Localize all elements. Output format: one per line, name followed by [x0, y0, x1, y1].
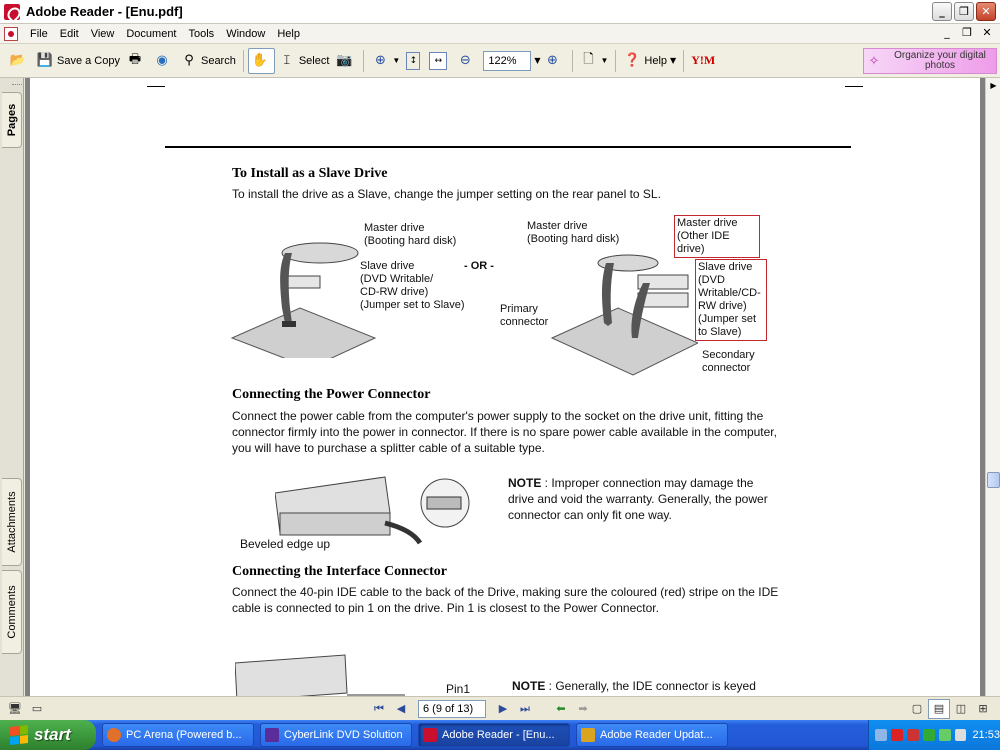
- fig2-slave-4: RW drive): [698, 300, 747, 312]
- help-circle-icon: ❓: [624, 53, 641, 68]
- fig2-slave-1: Slave drive: [698, 261, 753, 273]
- toolbar-separator: [363, 50, 364, 72]
- fit-page-button[interactable]: [403, 48, 426, 74]
- vertical-scrollbar[interactable]: [985, 78, 1000, 696]
- updater-icon: [581, 728, 595, 742]
- fig2-master-other-1: Master drive: [677, 217, 738, 229]
- select-tool-button[interactable]: [275, 48, 333, 74]
- yahoo-messenger-label: Y!M: [691, 53, 716, 67]
- navigation-pane-tabs: [0, 78, 24, 696]
- fig1-master-sub: (Booting hard disk): [364, 235, 457, 247]
- task-adobe-updater[interactable]: [576, 723, 728, 747]
- start-button[interactable]: [0, 720, 96, 750]
- fig1-slave-1: Slave drive: [360, 260, 415, 272]
- fig2-slave-label: [695, 259, 767, 341]
- fig1-slave-2: (DVD Writable/: [360, 273, 434, 285]
- monitor-icon[interactable]: 🖥: [8, 702, 22, 715]
- panel-grip: [12, 84, 22, 87]
- or-separator: - OR -: [464, 260, 494, 272]
- tab-attachments[interactable]: [2, 478, 22, 566]
- window-controls: [932, 2, 996, 21]
- heading-slave-drive: To Install as a Slave Drive: [232, 166, 388, 181]
- windows-logo-icon: [10, 725, 28, 745]
- open-button[interactable]: [6, 48, 33, 74]
- binoculars-icon: ⚲: [184, 53, 194, 68]
- page-header-rule: [165, 146, 851, 148]
- hand-tool-button[interactable]: [248, 48, 275, 74]
- first-page-icon[interactable]: ⏮: [374, 701, 384, 715]
- fig2-secondary-2: connector: [702, 362, 751, 374]
- pdf-document-icon[interactable]: [4, 27, 18, 41]
- task-cyberlink[interactable]: [260, 723, 412, 747]
- continuous-facing-icon[interactable]: ⊞: [978, 702, 988, 715]
- pdf-page: [30, 78, 980, 696]
- cyberlink-icon: [265, 728, 279, 742]
- system-tray: [868, 720, 1000, 750]
- fig2-primary-label: [500, 303, 548, 329]
- fig2-slave-3: Writable/CD-: [698, 287, 761, 299]
- plus-circle-icon: ⊕: [547, 53, 558, 68]
- scroll-thumb[interactable]: [987, 472, 1000, 488]
- floppy-disk-icon: 💾: [36, 53, 54, 68]
- fig2-secondary-1: Secondary: [702, 349, 755, 361]
- doc-restore-button[interactable]: ❐: [962, 26, 972, 39]
- previous-view-icon[interactable]: ⬅: [556, 702, 566, 715]
- toolbar-separator: [572, 50, 573, 72]
- fig1-slave-label: [360, 260, 465, 312]
- chevron-down-icon[interactable]: ▼: [600, 56, 609, 65]
- title-bar: [0, 0, 1000, 24]
- select-label: Select: [298, 54, 330, 67]
- hand-icon: ✋: [251, 53, 268, 68]
- previous-page-icon[interactable]: ◀: [396, 702, 406, 715]
- minimize-button[interactable]: _: [932, 2, 952, 21]
- print-button[interactable]: [123, 48, 150, 74]
- menu-document[interactable]: Document: [126, 27, 177, 40]
- menu-window[interactable]: Window: [226, 27, 266, 40]
- task-adobe-updater-label: Adobe Reader Updat...: [600, 729, 713, 741]
- figure-single-cable-install: [230, 228, 380, 358]
- tab-pages-label: Pages: [5, 103, 18, 137]
- zoom-in-tool-button[interactable]: [368, 48, 403, 74]
- shield-icon[interactable]: [923, 729, 935, 741]
- text-cursor-icon: 𝙸: [282, 53, 292, 68]
- fig2-master-label: [527, 220, 619, 246]
- note-power-text: : Improper connection may damage the drive and void the warranty. Generally, the power connector can only fit one way.: [508, 476, 768, 522]
- task-pc-arena-label: PC Arena (Powered b...: [126, 729, 242, 741]
- fig2-primary-1: Primary: [500, 303, 538, 315]
- clock: 21:53: [972, 729, 1000, 741]
- figure-interface-connector: [235, 653, 435, 696]
- note-power: [508, 475, 778, 523]
- continuous-page-icon[interactable]: ▤: [928, 699, 950, 719]
- menu-view[interactable]: View: [90, 27, 115, 40]
- tab-pages[interactable]: [2, 92, 22, 148]
- fig2-primary-2: connector: [500, 316, 549, 328]
- figure-dual-cable-install: [548, 253, 698, 378]
- pin1-label: Pin1: [446, 682, 471, 696]
- zoom-level-field[interactable]: 122%: [483, 51, 531, 71]
- crop-mark: [147, 86, 165, 87]
- rotate-view-button[interactable]: [577, 48, 612, 74]
- fit-width-button[interactable]: [426, 48, 453, 74]
- search-label: Search: [200, 54, 236, 67]
- yahoo-messenger-button[interactable]: [688, 48, 718, 74]
- page-size-icon[interactable]: ▭: [31, 702, 43, 715]
- adobe-reader-icon: [4, 4, 20, 20]
- crop-mark: [845, 86, 863, 87]
- facing-page-icon[interactable]: ◫: [955, 702, 967, 715]
- heading-interface-connector: Connecting the Interface Connector: [232, 564, 448, 579]
- help-label: Help: [644, 54, 668, 67]
- doc-close-button[interactable]: ✕: [982, 26, 992, 39]
- save-copy-button[interactable]: [33, 48, 123, 74]
- fig2-slave-2: (DVD: [698, 274, 725, 286]
- fig2-secondary-label: [702, 349, 755, 375]
- firefox-icon: [107, 728, 121, 742]
- window-title: Adobe Reader - [Enu.pdf]: [26, 4, 183, 19]
- paragraph-slave: To install the drive as a Slave, change the jumper setting on the rear panel to SL.: [232, 187, 661, 201]
- save-copy-label: Save a Copy: [57, 54, 120, 67]
- fig1-master-label: [364, 222, 456, 248]
- beveled-edge-label: Beveled edge up: [240, 537, 331, 551]
- fig1-slave-3: CD-RW drive): [360, 286, 429, 298]
- note-interface-text: : Generally, the IDE connector is keyed: [545, 679, 756, 693]
- fig2-master-other-2: (Other IDE drive): [677, 230, 730, 255]
- messenger-icon[interactable]: [939, 729, 951, 741]
- menu-bar: [0, 24, 1000, 44]
- task-pc-arena[interactable]: [102, 723, 254, 747]
- globe-mail-icon: ◉: [156, 53, 168, 68]
- status-bar: [0, 696, 1000, 720]
- antivirus-icon[interactable]: [891, 729, 903, 741]
- single-page-icon[interactable]: ▢: [911, 702, 923, 715]
- note-interface: [512, 678, 792, 694]
- zoom-out-button[interactable]: [453, 48, 480, 74]
- note-interface-label: NOTE: [512, 679, 546, 693]
- paragraph-power: Connect the power cable from the computer's power supply to the socket on the drive unit, fitting the connector firmly into the power in connector. If there is no spare power cable available in the computer, you will have to purchase a splitter cable of a suitable type.: [232, 409, 777, 455]
- heading-power-connector: Connecting the Power Connector: [232, 387, 431, 402]
- document-window-controls: [940, 26, 994, 39]
- scroll-up-icon[interactable]: ▶: [990, 81, 997, 90]
- close-button[interactable]: ✕: [976, 2, 996, 21]
- last-page-icon[interactable]: ⏭: [520, 701, 530, 715]
- start-label: start: [34, 725, 71, 744]
- paragraph-interface: Connect the 40-pin IDE cable to the back of the Drive, making sure the coloured (red) stripe on the IDE cable is connected to pin 1 on the drive. Pin 1 is closest to the Power Connector.: [232, 585, 779, 615]
- menu-file[interactable]: File: [30, 27, 48, 40]
- fig2-slave-6: to Slave): [698, 326, 742, 338]
- email-button[interactable]: [150, 48, 177, 74]
- next-page-icon[interactable]: ▶: [498, 702, 508, 715]
- fig1-slave-4: (Jumper set to Slave): [360, 299, 465, 311]
- photo-album-icon: ✧: [868, 53, 880, 68]
- fit-page-icon: ↕: [406, 52, 420, 70]
- fig2-master-other-label: [674, 215, 760, 258]
- task-adobe-reader[interactable]: [418, 723, 570, 747]
- help-button[interactable]: [620, 48, 679, 74]
- tab-comments[interactable]: [2, 570, 22, 654]
- task-cyberlink-label: CyberLink DVD Solution: [284, 729, 403, 741]
- windows-taskbar: [0, 720, 1000, 750]
- security-icon[interactable]: [907, 729, 919, 741]
- printer-icon: 🖶: [128, 51, 142, 67]
- fit-width-icon: ↔: [429, 52, 447, 70]
- tab-comments-label: Comments: [5, 585, 18, 639]
- network-icon[interactable]: [875, 729, 887, 741]
- snapshot-button[interactable]: [332, 48, 359, 74]
- page-number-field[interactable]: 6 (9 of 13): [418, 700, 486, 718]
- minus-circle-icon: ⊖: [459, 53, 471, 68]
- zoom-in-button[interactable]: [541, 48, 568, 74]
- document-viewport[interactable]: [25, 78, 985, 696]
- toolbar: [0, 44, 1000, 78]
- tab-attachments-label: Attachments: [5, 491, 18, 553]
- fig2-slave-5: (Jumper set: [698, 313, 757, 325]
- menu-help[interactable]: Help: [277, 27, 300, 40]
- volume-icon[interactable]: [955, 729, 967, 741]
- task-adobe-reader-label: Adobe Reader - [Enu...: [442, 729, 555, 741]
- ad-banner-text: Organize your digital photos: [894, 50, 986, 71]
- chevron-down-icon[interactable]: ▼: [670, 56, 677, 65]
- doc-minimize-button[interactable]: _: [944, 26, 950, 39]
- camera-icon: 📷: [336, 53, 353, 68]
- restore-button[interactable]: ❐: [954, 2, 974, 21]
- ad-banner[interactable]: [863, 48, 997, 74]
- next-view-icon[interactable]: ➡: [578, 702, 588, 715]
- fig2-master-sub: (Booting hard disk): [527, 233, 620, 245]
- page-rotate-icon: 🗋: [583, 51, 594, 67]
- menu-edit[interactable]: Edit: [59, 27, 79, 40]
- menu-tools[interactable]: Tools: [188, 27, 215, 40]
- magnifier-icon: ⊕: [374, 53, 386, 68]
- toolbar-separator: [243, 50, 244, 72]
- toolbar-separator: [683, 50, 684, 72]
- search-button[interactable]: [177, 48, 239, 74]
- note-power-label: NOTE: [508, 476, 542, 490]
- adobe-reader-icon: [423, 728, 437, 742]
- fig1-master: Master drive: [364, 222, 425, 234]
- chevron-down-icon[interactable]: ▼: [392, 56, 401, 65]
- toolbar-separator: [615, 50, 616, 72]
- zoom-dropdown-chevron-icon[interactable]: ▼: [534, 56, 541, 65]
- folder-open-icon: 📂: [9, 53, 27, 68]
- fig2-master: Master drive: [527, 220, 588, 232]
